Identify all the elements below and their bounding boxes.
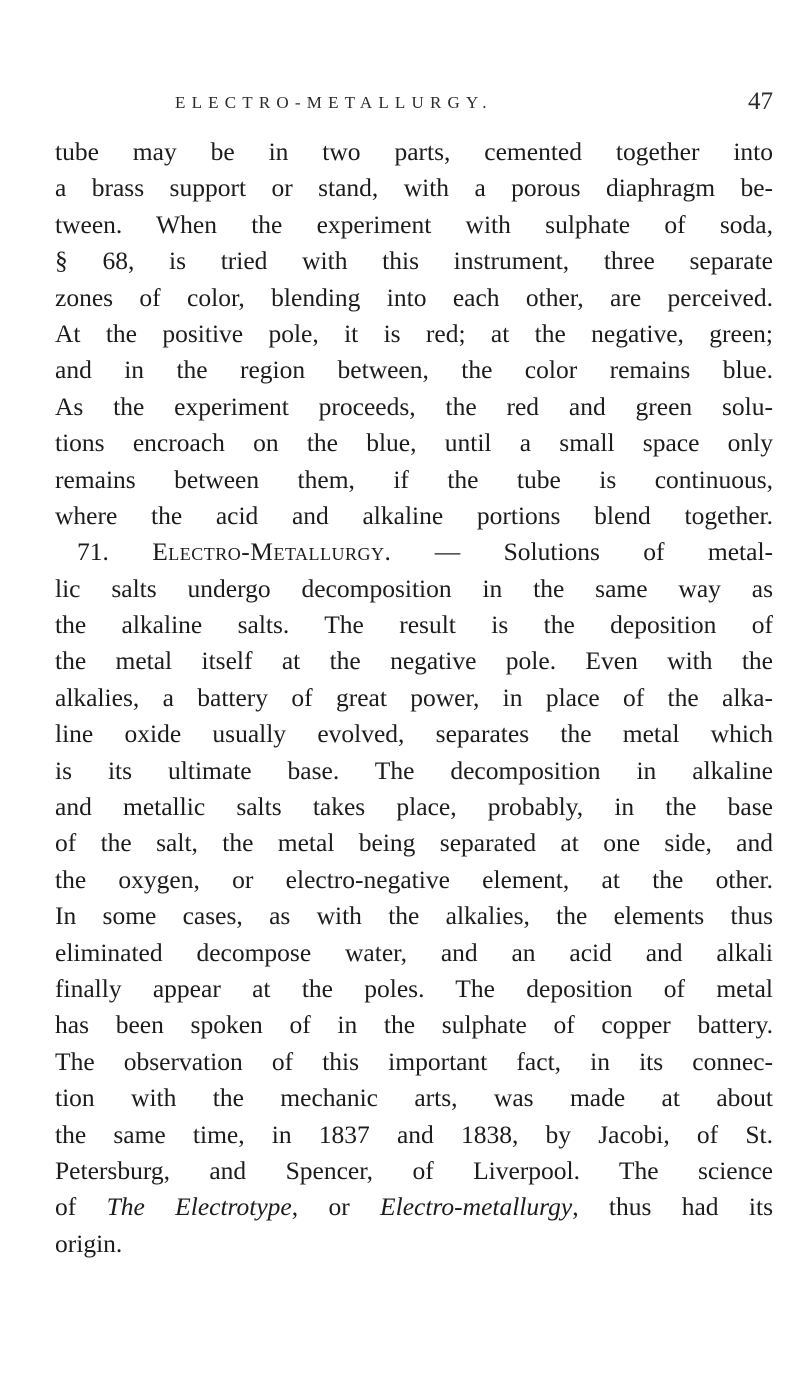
text-line: tween. When the experiment with sulphate of soda, <box>55 209 773 239</box>
final-of: of <box>55 1192 107 1222</box>
running-head <box>175 88 773 122</box>
text-line: the same time, in 1837 and 1838, by Jacobi, of St. <box>55 1119 773 1149</box>
section-heading: Electro-Metallurgy. <box>152 537 392 567</box>
text-line: § 68, is tried with this instrument, three separate <box>55 246 773 276</box>
text-line-final <box>55 1189 773 1225</box>
text-line: tions encroach on the blue, until a small space only <box>55 428 773 458</box>
text-line: the oxygen, or electro-negative element, at the other. <box>55 864 773 894</box>
text-line: finally appear at the poles. The deposition of metal <box>55 973 773 1003</box>
section-heading-line <box>55 534 773 570</box>
text-line: zones of color, blending into each other, are perceived. <box>55 282 773 312</box>
text-line: and metallic salts takes place, probably, in the base <box>55 792 773 822</box>
section-first-line-rest: Solutions of metal- <box>503 537 774 567</box>
title-electrotype: The Electrotype <box>106 1192 292 1222</box>
text-line: the metal itself at the negative pole. Even with the <box>55 646 773 676</box>
page-number: 47 <box>748 88 773 115</box>
text-line: In some cases, as with the alkalies, the elements thus <box>55 901 773 931</box>
final-or: , or <box>291 1192 381 1222</box>
text-line: As the experiment proceeds, the red and green solu- <box>55 391 773 421</box>
title-electro-metallurgy: Electro-metallurgy <box>380 1192 573 1222</box>
text-line-last: origin. <box>55 1228 123 1258</box>
text-line: of the salt, the metal being separated at one side, and <box>55 828 773 858</box>
text-line: line oxide usually evolved, separates the metal which <box>55 719 773 749</box>
final-rest: , thus had its <box>572 1192 773 1222</box>
text-line: alkalies, a battery of great power, in place of the alka- <box>55 682 773 712</box>
running-title: ELECTRO-METALLURGY. <box>175 93 493 112</box>
section-dash: — <box>391 537 504 567</box>
text-line: remains between them, if the tube is continuous, <box>55 464 773 494</box>
section-number: 71. <box>77 537 109 567</box>
text-line: tube may be in two parts, cemented together into <box>55 137 773 166</box>
text-line: where the acid and alkaline portions blend together. <box>55 500 773 530</box>
text-line: a brass support or stand, with a porous diaphragm be- <box>55 173 773 203</box>
text-line: tion with the mechanic arts, was made at about <box>55 1083 773 1113</box>
text-line: At the positive pole, it is red; at the negative, green; <box>55 318 773 348</box>
text-line: the alkaline salts. The result is the deposition of <box>55 610 773 640</box>
body-text <box>55 134 773 1262</box>
text-line: is its ultimate base. The decomposition in alkaline <box>55 755 773 785</box>
text-line: has been spoken of in the sulphate of copper battery. <box>55 1010 773 1040</box>
text-line: eliminated decompose water, and an acid and alkali <box>55 937 773 967</box>
text-line: The observation of this important fact, in its connec- <box>55 1046 773 1076</box>
text-line: lic salts undergo decomposition in the same way as <box>55 573 773 603</box>
text-line: Petersburg, and Spencer, of Liverpool. The science <box>55 1155 773 1185</box>
text-line: and in the region between, the color remains blue. <box>55 355 773 385</box>
